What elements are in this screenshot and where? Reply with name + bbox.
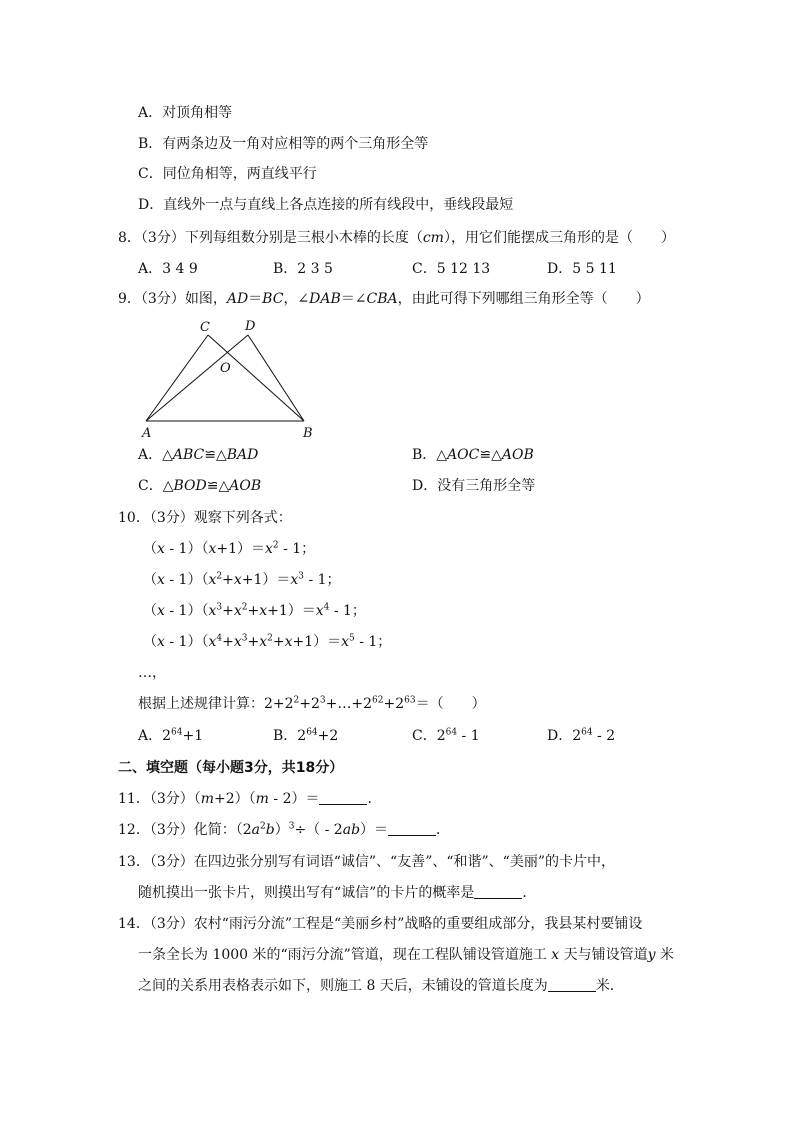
q10-formula-2: $(x - 1)(x^2+x+1)=x^3 - 1$； [143,571,341,588]
label-a: A [142,426,152,441]
q10-option-d [547,726,615,746]
q12-b: b [265,822,275,838]
q11-stem [118,789,381,809]
q7-option-b: B．有两条边及一角对应相等的两个三角形全等 [138,136,429,152]
q9-c-pre: C．△ [138,478,174,494]
q9-sep: ，∠ [283,291,310,307]
q8-unit: cm [422,230,444,246]
q13-line-1: 13．（3分）在四边张分别写有词语“诚信”、“友善”、“和谐”、“美丽”的卡片中， [118,854,615,870]
q10-d-tail: - 2 [592,728,616,744]
q10-b-exp: 64 [306,727,318,738]
q11-m2: m [255,791,269,807]
q14-x: x [551,947,560,963]
q9-cond-cba: CBA [366,291,398,307]
q9-c-t1: BOD [173,478,207,494]
q9-b-t1: AOC [447,447,480,463]
q8-option-c: C．5 12 13 [412,261,491,277]
q13-line-2-text: 随机摸出一张卡片，则摸出写有“诚信”的卡片的概率是 [138,885,475,901]
q9-option-b [412,445,534,465]
q11-answer-blank[interactable] [319,790,367,805]
label-d: D [245,319,256,334]
q10-c-tail: - 1 [457,728,480,744]
q14-line-2a: 一条全长为 1000 米的“雨污分流”管道，现在工程队铺设管道施工 [138,947,552,963]
q9-option-a [138,445,258,465]
q11-m: m [200,791,215,807]
q8-option-d: D．5 5 11 [547,261,617,277]
q10-b-base: B．2 [273,728,307,744]
q10-d-exp: 64 [581,727,593,738]
q10-formula-1: $(x - 1)(x+1)=x^2 - 1$； [143,540,316,557]
q10-b-tail: +2 [317,728,339,744]
q9-suffix: ，由此可得下列哪组三角形全等（ ） [397,291,650,307]
q14-line-2c: 米 [655,947,675,963]
q13-line-2 [138,883,536,903]
section-2-title: 二、填空题（每小题3分，共18分） [118,760,344,776]
q8-stem [118,228,675,248]
q12-end: ． [436,822,451,838]
q9-b-t2: AOB [501,447,534,463]
q9-a-pre: A．△ [138,447,173,463]
q12-p2: ÷（ - 2 [294,822,343,838]
q10-a-tail: +1 [182,728,204,744]
q8-prefix: 8．（3分）下列每组数分别是三根小木棒的长度（ [118,230,423,246]
q11-p2: - 2）＝ [268,791,320,807]
q9-option-c [138,476,261,496]
q14-line-2b: 天与铺设管道 [559,947,648,963]
q14-line-1: 14．（3分）农村“雨污分流”工程是“美丽乡村”战略的重要组成部分，我县某村要铺设 [118,916,643,932]
q12-p1: ） [274,822,289,838]
q10-rule-end: ＝（ ） [415,696,486,712]
segment-ac [146,335,208,421]
q10-ellipsis: …， [138,665,166,681]
q10-rule: 根据上述规律计算：$2+2^2+2^3+\dots+2^{62}+2^{63}=$（ ） [138,695,486,712]
q9-cond-bc: BC [262,291,284,307]
q12-exp2: 2 [260,821,266,832]
q10-option-c [412,726,480,746]
q12-prefix: 12．（3分）化简：（2 [118,822,252,838]
q9-c-t2: AOB [229,478,262,494]
q9-cond-dab: DAB [309,291,341,307]
q9-triangle-figure [138,313,328,441]
q14-y: y [647,947,656,963]
q9-option-d: D．没有三角形全等 [412,478,536,494]
q8-option-a: A．3 4 9 [138,261,198,277]
q12-exp3: 3 [288,821,295,832]
q10-stem: 10．（3分）观察下列各式： [118,510,292,526]
q10-formula-4: $(x - 1)(x^4+x^3+x^2+x+1)=x^5 - 1$； [143,633,392,650]
q12-stem [118,820,450,840]
q7-option-c: C．同位角相等，两直线平行 [138,166,317,182]
q10-formula-3: $(x - 1)(x^3+x^2+x+1)=x^4 - 1$； [143,602,366,619]
q9-a-mid: ≌△ [204,447,227,463]
q14-line-3-text: 之间的关系用表格表示如下，则施工 8 天后，未铺设的管道长度为 [138,978,548,994]
q10-option-a [138,726,203,746]
q7-option-d: D．直线外一点与直线上各点连接的所有线段中，垂线段最短 [138,197,514,213]
q9-b-pre: B．△ [412,447,448,463]
q10-d-base: D．2 [547,728,582,744]
segment-ad [146,335,248,421]
q9-prefix: 9．（3分）如图， [118,291,227,307]
q12-ab: ab [342,822,361,838]
q10-c-base: C．2 [412,728,446,744]
q8-suffix: ），用它们能摆成三角形的是（ ） [443,230,675,246]
q13-answer-blank[interactable] [474,884,522,899]
q9-a-t2: BAD [226,447,259,463]
q11-p1: +2）（ [214,791,256,807]
q10-a-base: A．2 [138,728,172,744]
q9-eq: ＝ [248,291,263,307]
q12-a: a [251,822,260,838]
q11-prefix: 11．（3分）（ [118,791,201,807]
q11-end: ． [367,791,382,807]
q14-line-2 [138,945,674,965]
q14-answer-blank[interactable] [548,977,596,992]
q9-stem [118,289,650,309]
q10-c-exp: 64 [445,727,458,738]
q9-eq2: ＝∠ [340,291,367,307]
q10-a-exp: 64 [171,727,183,738]
q9-c-mid: ≌△ [206,478,230,494]
label-o: O [220,361,231,376]
q14-end: 米． [595,978,624,994]
q9-b-mid: ≌△ [479,447,502,463]
q9-cond-ad: AD [226,291,249,307]
q10-option-b [273,726,338,746]
q10-rule-text: 根据上述规律计算：2+2 [138,696,294,712]
q7-option-a: A．对顶角相等 [138,105,233,121]
q13-end: ． [522,885,537,901]
label-c: C [200,320,210,335]
q14-line-3 [138,976,624,996]
label-b: B [303,426,313,441]
q8-option-b: B．2 3 5 [273,261,333,277]
q12-answer-blank[interactable] [388,821,436,836]
q12-p3: ）＝ [360,822,389,838]
q9-a-t1: ABC [172,447,205,463]
